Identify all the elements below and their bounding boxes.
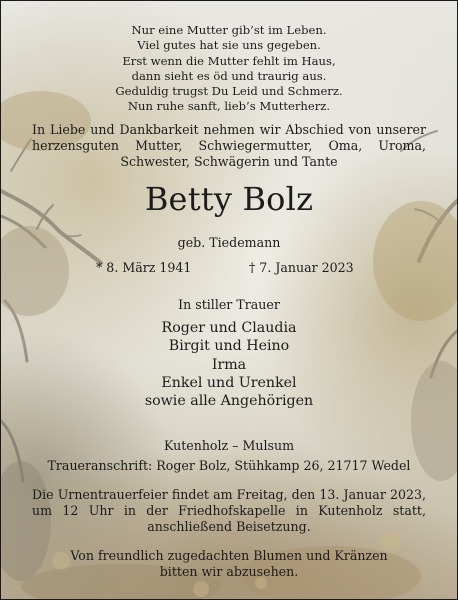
mourners-list	[1, 319, 457, 410]
deceased-name: Betty Bolz	[144, 180, 314, 218]
birth-date: * 8. März 1941	[96, 260, 192, 275]
birth-name: geb. Tiedemann	[177, 235, 281, 250]
flowers-request-line: Von freundlich zugedachten Blumen und Kränzen	[70, 548, 388, 563]
mourning-heading: In stiller Trauer	[178, 297, 280, 312]
poem-line: Erst wenn die Mutter fehlt im Haus,	[122, 53, 336, 68]
mourner-entry: Enkel und Urenkel	[161, 374, 297, 391]
memorial-poem	[1, 23, 457, 115]
mourner-entry: Irma	[211, 356, 247, 373]
funeral-service-info: Die Urnentrauerfeier findet am Freitag, den 13. Januar 2023, um 12 Uhr in der Friedhofskapelle in Kutenholz statt, anschließend Beisetzung.	[32, 487, 426, 534]
poem-line: Nun ruhe sanft, lieb’s Mutterherz.	[127, 99, 331, 114]
location: Kutenholz – Mulsum	[163, 438, 295, 453]
mourner-entry: sowie alle Angehörigen	[144, 393, 314, 410]
poem-line: Geduldig trugst Du Leid und Schmerz.	[115, 84, 343, 99]
farewell-intro: In Liebe und Dankbarkeit nehmen wir Abschied von unserer herzensguten Mutter, Schwiegermutter, Oma, Uroma, Schwester, Schwägerin und Tante	[32, 122, 426, 169]
death-date: † 7. Januar 2023	[249, 260, 354, 275]
flowers-request	[1, 548, 457, 580]
poem-line: Nur eine Mutter gib’st im Leben.	[131, 23, 327, 37]
poem-line: dann sieht es öd und traurig aus.	[131, 68, 327, 83]
poem-line: Viel gutes hat sie uns gegeben.	[137, 38, 321, 53]
mourner-entry: Roger und Claudia	[161, 320, 297, 336]
flowers-request-line: bitten wir abzusehen.	[159, 564, 299, 579]
mourner-entry: Birgit und Heino	[168, 338, 290, 355]
mourning-address: Traueranschrift: Roger Bolz, Stühkamp 26, 21717 Wedel	[47, 458, 411, 473]
